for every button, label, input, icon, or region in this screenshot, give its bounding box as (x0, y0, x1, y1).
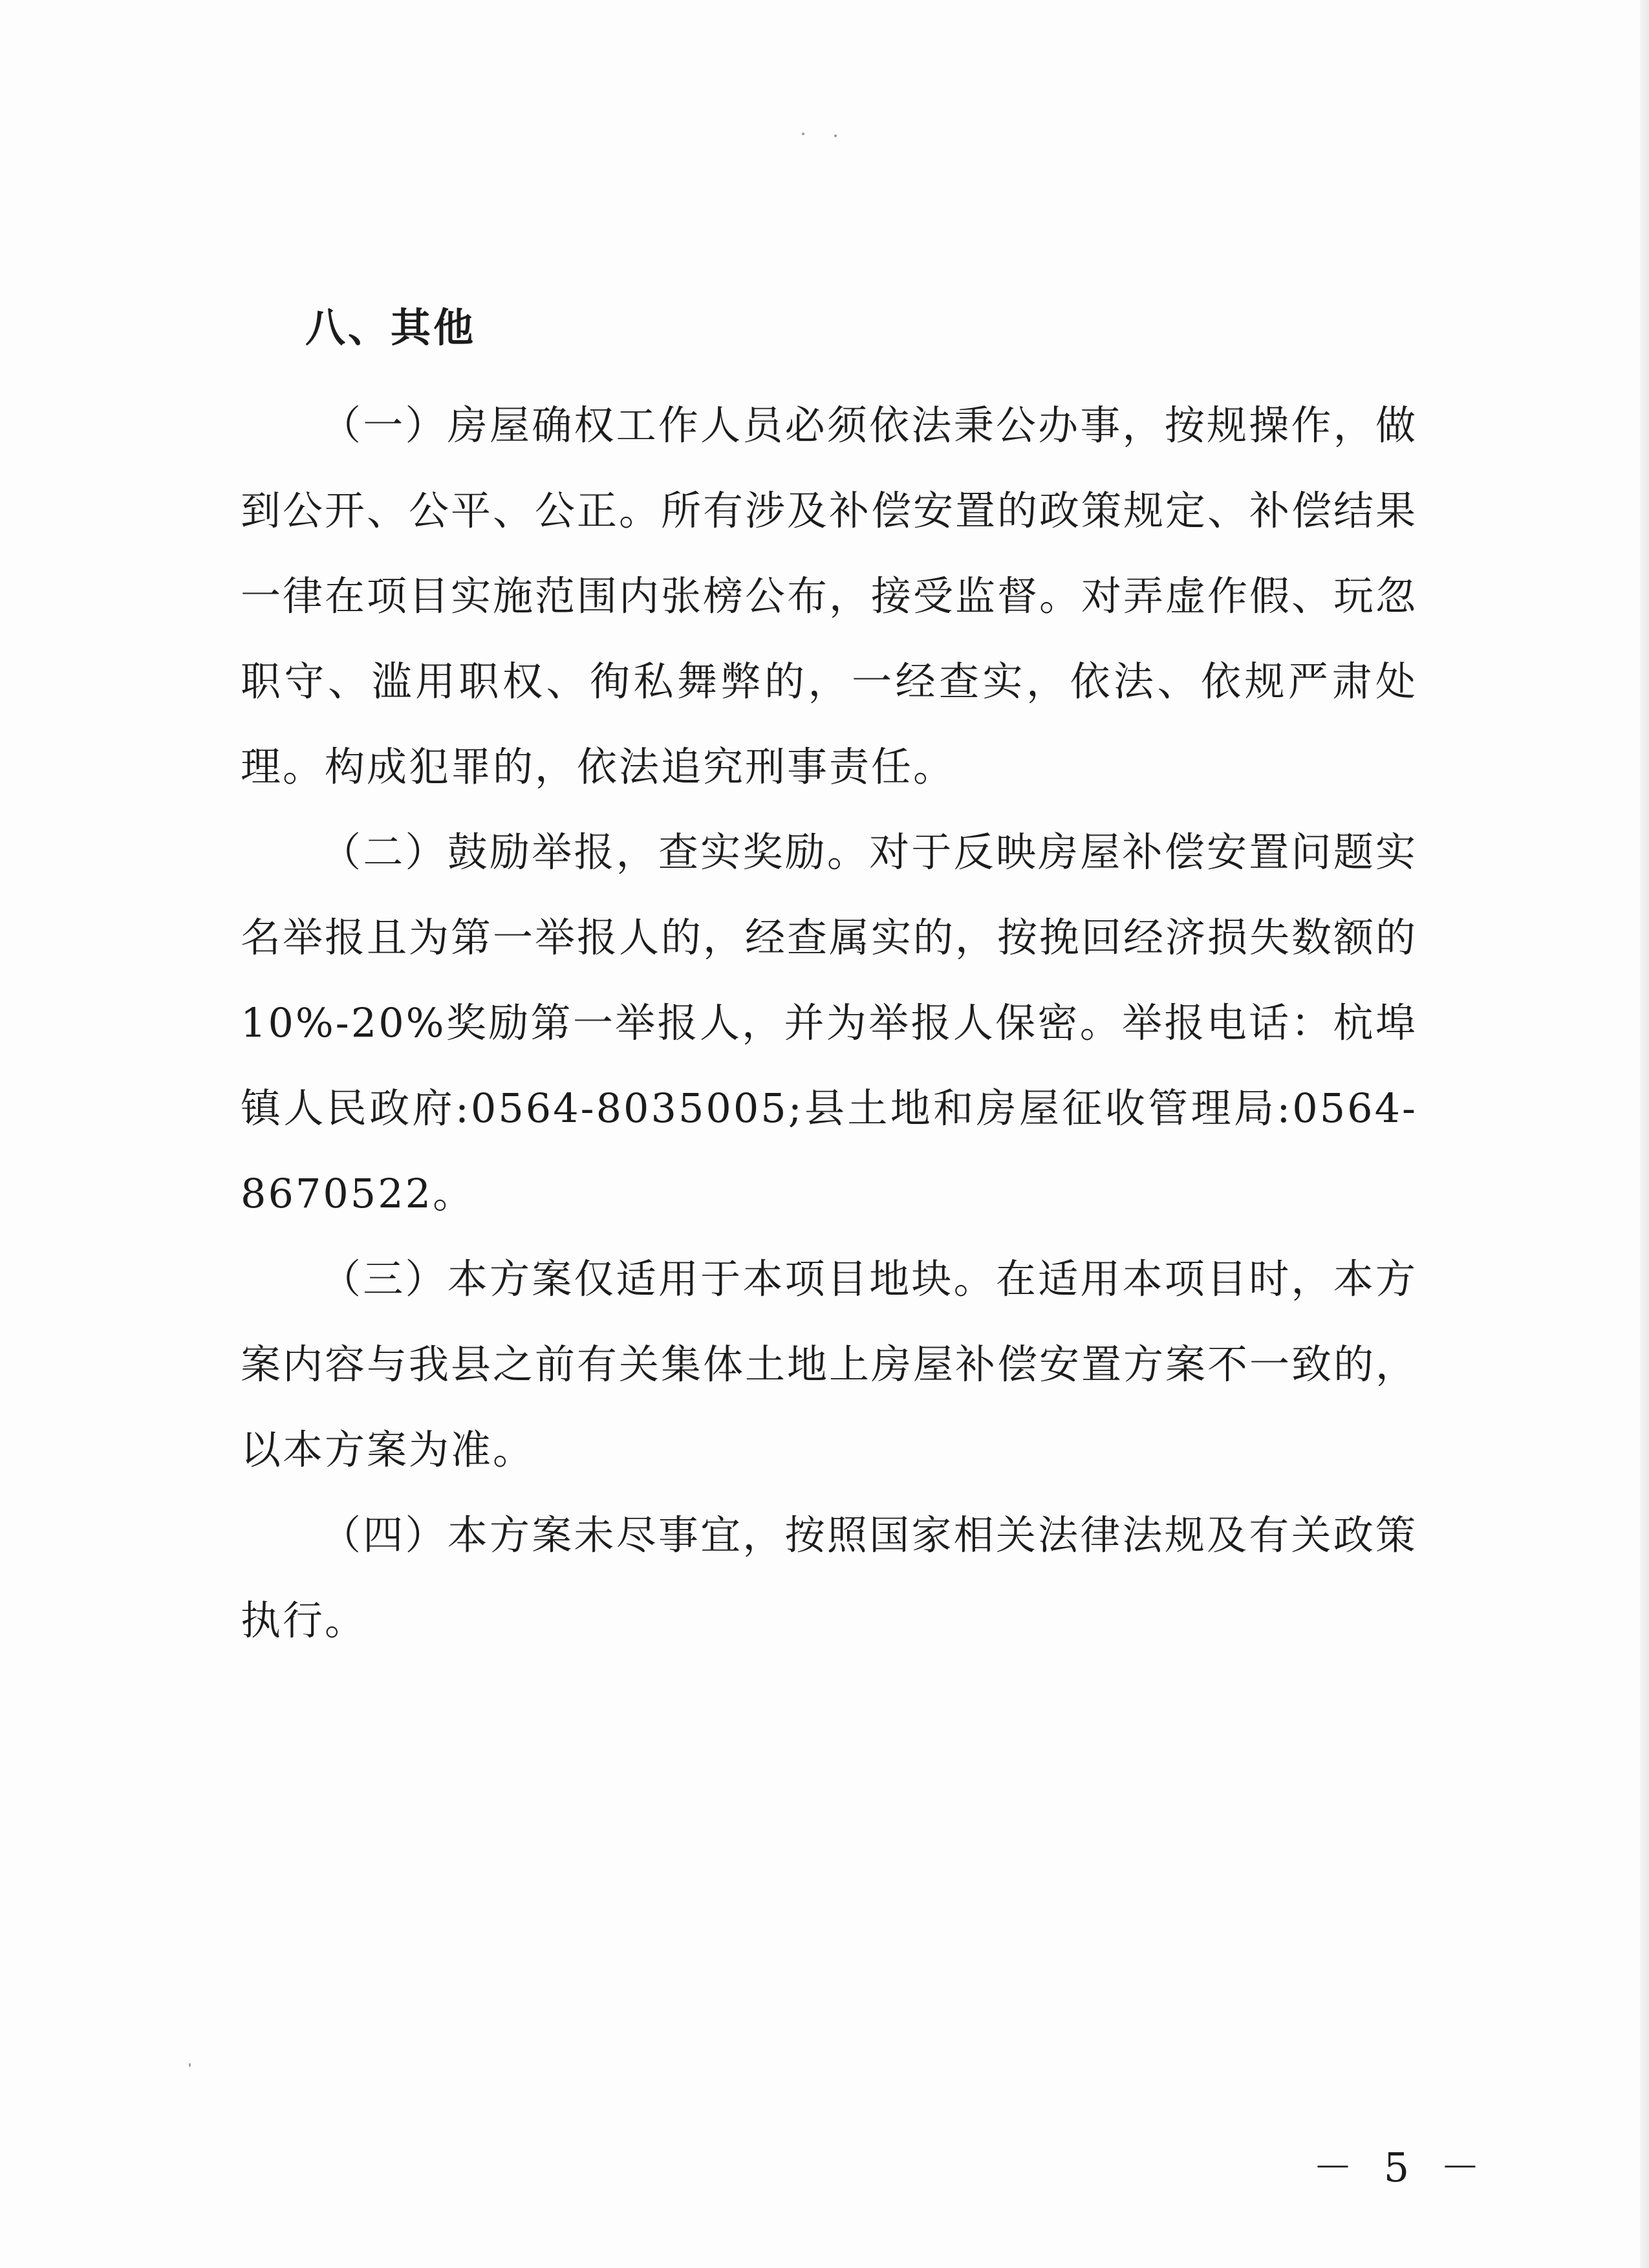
document-body (241, 299, 1417, 1663)
scan-edge-shadow (1640, 0, 1649, 2268)
scan-speck (189, 2063, 191, 2067)
paragraph-4: （四）本方案未尽事宜，按照国家相关法律法规及有关政策执行。 (241, 1511, 1417, 1644)
paragraph-1: （一）房屋确权工作人员必须依法秉公办事，按规操作，做到公开、公平、公正。所有涉及补偿安置的政策规定、补偿结果一律在项目实施范围内张榜公布，接受监督。对弄虚作假、玩忽职守、滥用职权、徇私舞弊的，一经查实，依法、依规严肃处理。构成犯罪的，依法追究刑事责任。 (241, 402, 1418, 790)
scan-speck (802, 133, 804, 135)
page-number: － 5 － (1313, 2144, 1489, 2191)
paragraph-3: （三）本方案仅适用于本项目地块。在适用本项目时，本方案内容与我县之前有关集体土地上房屋补偿安置方案不一致的，以本方案为准。 (241, 1255, 1418, 1473)
scan-speck (834, 135, 837, 137)
paragraph-2: （二）鼓励举报，查实奖励。对于反映房屋补偿安置问题实名举报且为第一举报人的，经查属实的，按挽回经济损失数额的10%-20%奖励第一举报人，并为举报人保密。举报电话：杭埠镇人民政府:0564-8035005;县土地和房屋征收管理局:0564-8670522。 (241, 828, 1418, 1217)
section-heading: 八、其他 (305, 304, 477, 351)
